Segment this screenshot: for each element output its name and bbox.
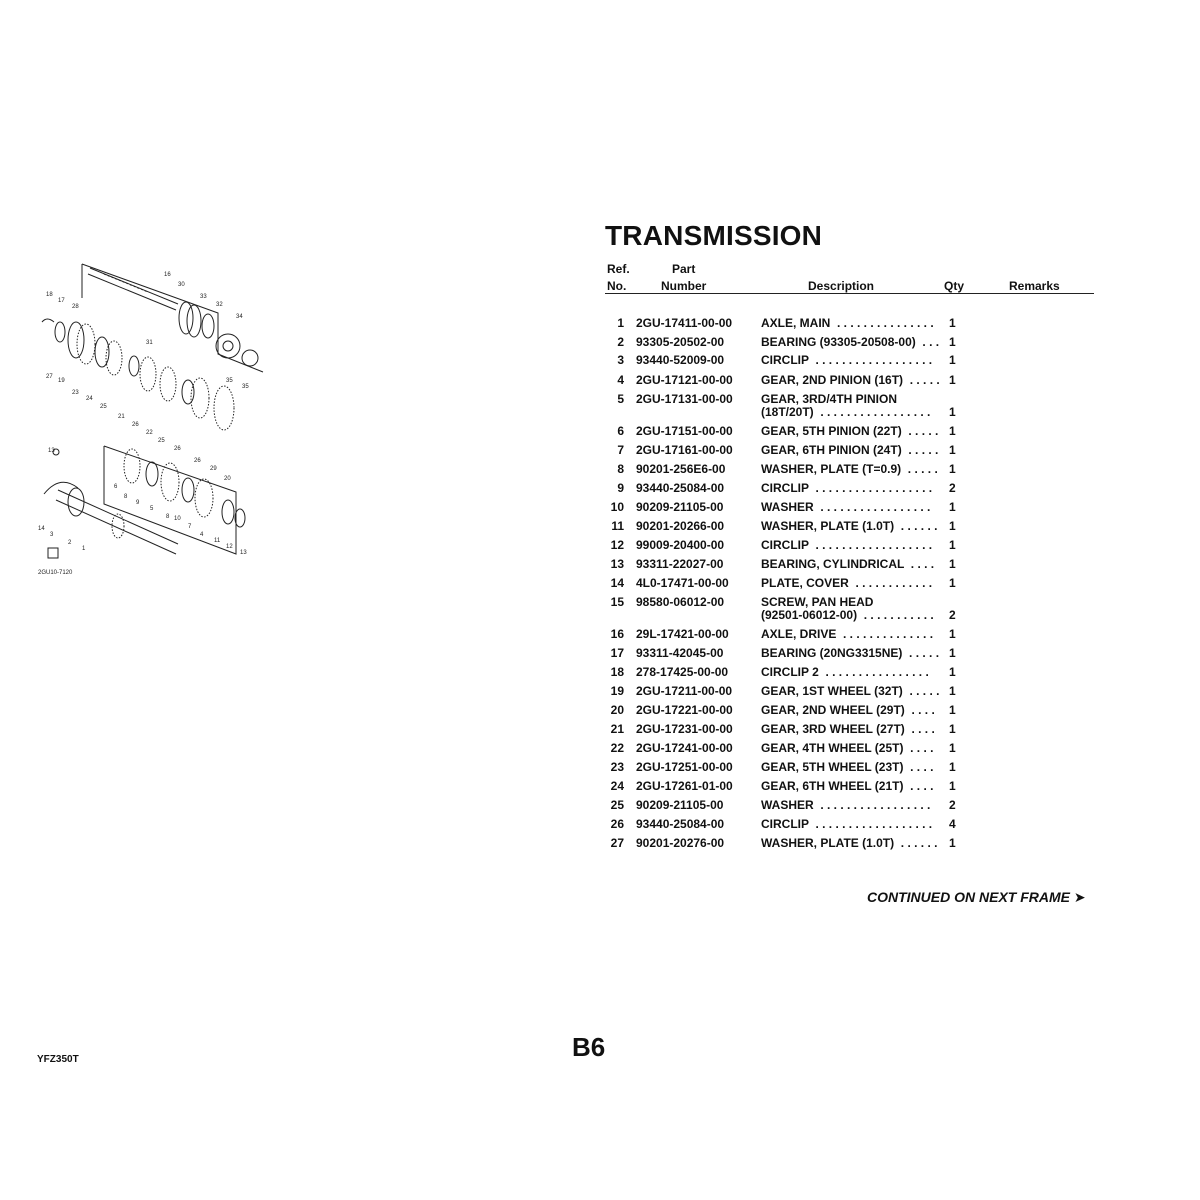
ref-number: 16 [610,627,624,641]
svg-text:8: 8 [166,514,170,520]
table-row [0,684,1200,703]
page-title: TRANSMISSION [605,220,823,251]
header-ref-line1: Ref. [607,262,630,276]
part-number: 90201-20266-00 [636,519,725,533]
quantity: 1 [949,316,956,330]
part-number: 2GU-17411-00-00 [636,316,733,330]
svg-text:25: 25 [158,438,165,444]
svg-text:20: 20 [224,476,231,482]
description: GEAR, 1ST WHEEL (32T) . . . . . [761,684,940,698]
quantity: 1 [949,836,956,850]
part-number: 2GU-17221-00-00 [636,703,733,717]
quantity: 2 [949,481,956,495]
ref-number: 6 [617,424,624,438]
description: GEAR, 3RD WHEEL (27T) . . . . [761,722,935,736]
description: CIRCLIP . . . . . . . . . . . . . . . . . . [761,817,933,831]
quantity: 1 [949,741,956,755]
svg-text:4: 4 [200,532,204,538]
quantity: 2 [949,608,956,622]
description: WASHER, PLATE (1.0T) . . . . . . [761,519,938,533]
model-code: YFZ350T [37,1054,79,1065]
svg-text:9: 9 [136,500,140,506]
part-number: 90201-20276-00 [636,836,725,850]
svg-text:35: 35 [242,384,249,390]
svg-text:34: 34 [236,314,243,320]
description: CIRCLIP 2 . . . . . . . . . . . . . . . . [761,665,929,679]
description: SCREW, PAN HEAD [761,595,874,609]
table-row [0,722,1200,741]
table-row [0,741,1200,760]
description: AXLE, DRIVE . . . . . . . . . . . . . . [761,627,934,641]
svg-text:17: 17 [58,298,65,304]
part-number: 93440-25084-00 [636,817,725,831]
quantity: 1 [949,703,956,717]
description: CIRCLIP . . . . . . . . . . . . . . . . . . [761,353,933,367]
table-row [0,500,1200,519]
table-row [0,316,1200,335]
ref-number: 3 [617,353,624,367]
svg-text:18: 18 [46,292,53,298]
description: GEAR, 2ND WHEEL (29T) . . . . [761,703,935,717]
quantity: 1 [949,538,956,552]
part-number: 2GU-17261-01-00 [636,779,733,793]
ref-number: 13 [610,557,624,571]
ref-number: 27 [610,836,624,850]
part-number: 278-17425-00-00 [636,665,729,679]
diagram-code: 2GU10-7120 [38,570,73,576]
svg-text:27: 27 [46,374,53,380]
svg-text:11: 11 [214,538,221,544]
svg-text:3: 3 [50,532,54,538]
header-part-line2: Number [661,279,707,293]
table-row [0,595,1200,627]
ref-number: 25 [610,798,624,812]
part-number: 2GU-17231-00-00 [636,722,733,736]
table-row [0,392,1200,424]
quantity: 1 [949,353,956,367]
quantity: 1 [949,500,956,514]
ref-number: 11 [611,519,624,533]
svg-text:22: 22 [146,430,153,436]
quantity: 1 [949,760,956,774]
ref-number: 21 [610,722,624,736]
ref-number: 23 [610,760,624,774]
svg-text:7: 7 [188,524,192,530]
header-qty: Qty [944,279,965,293]
part-number: 90201-256E6-00 [636,462,726,476]
svg-text:32: 32 [216,302,223,308]
table-row [0,836,1200,855]
table-row [0,627,1200,646]
ref-number: 22 [610,741,624,755]
quantity: 1 [949,646,956,660]
part-number: 2GU-17161-00-00 [636,443,733,457]
part-number: 2GU-17121-00-00 [636,373,733,387]
part-number: 90209-21105-00 [636,798,724,812]
ref-number: 5 [617,392,624,406]
svg-text:21: 21 [118,414,125,420]
svg-text:23: 23 [72,390,79,396]
quantity: 1 [949,462,956,476]
part-number: 2GU-17131-00-00 [636,392,733,406]
svg-text:33: 33 [200,294,207,300]
svg-text:14: 14 [38,526,45,532]
ref-number: 26 [610,817,624,831]
table-row [0,798,1200,817]
header-description: Description [808,279,875,293]
table-row [0,373,1200,392]
table-row [0,353,1200,372]
ref-number: 12 [610,538,624,552]
part-number: 93440-25084-00 [636,481,725,495]
ref-number: 7 [617,443,624,457]
quantity: 1 [949,405,956,419]
part-number: 93305-20502-00 [636,335,725,349]
svg-text:35: 35 [226,378,233,384]
ref-number: 18 [610,665,624,679]
table-row [0,443,1200,462]
quantity: 1 [949,576,956,590]
description-continued: (92501-06012-00) . . . . . . . . . . . [761,608,934,622]
table-row [0,519,1200,538]
ref-number: 4 [617,373,624,387]
svg-text:19: 19 [58,378,65,384]
description: WASHER, PLATE (1.0T) . . . . . . [761,836,938,850]
ref-number: 14 [610,576,624,590]
part-number: 93440-52009-00 [636,353,725,367]
quantity: 1 [949,684,956,698]
svg-text:12: 12 [226,544,233,550]
table-row [0,424,1200,443]
description: GEAR, 3RD/4TH PINION [761,392,898,406]
svg-text:24: 24 [86,396,93,402]
part-number: 2GU-17211-00-00 [636,684,733,698]
svg-text:16: 16 [164,272,171,278]
description: GEAR, 6TH WHEEL (21T) . . . . [761,779,934,793]
part-number: 99009-20400-00 [636,538,725,552]
description: AXLE, MAIN . . . . . . . . . . . . . . . [761,316,934,330]
table-row [0,538,1200,557]
svg-text:30: 30 [178,282,185,288]
description: WASHER . . . . . . . . . . . . . . . . . [761,798,931,812]
quantity: 1 [949,335,956,349]
table-row [0,481,1200,500]
svg-text:26: 26 [132,422,139,428]
ref-number: 2 [617,335,624,349]
page-id: B6 [572,1032,606,1062]
part-number: 2GU-17151-00-00 [636,424,733,438]
svg-text:6: 6 [114,484,118,490]
svg-text:29: 29 [210,466,217,472]
svg-text:10: 10 [174,516,181,522]
description: WASHER, PLATE (T=0.9) . . . . . [761,462,938,476]
ref-number: 10 [610,500,624,514]
table-row [0,779,1200,798]
ref-number: 19 [610,684,624,698]
part-number: 4L0-17471-00-00 [636,576,729,590]
svg-text:2: 2 [68,540,72,546]
ref-number: 8 [617,462,624,476]
ref-number: 1 [617,316,624,330]
part-number: 93311-42045-00 [636,646,724,660]
part-number: 2GU-17241-00-00 [636,741,733,755]
svg-text:25: 25 [100,404,107,410]
quantity: 1 [949,722,956,736]
header-ref-line2: No. [607,279,627,293]
table-row [0,462,1200,481]
description: PLATE, COVER . . . . . . . . . . . . [761,576,933,590]
svg-text:31: 31 [146,340,153,346]
svg-text:1: 1 [82,546,86,552]
ref-number: 20 [610,703,624,717]
header-part-line1: Part [672,262,696,276]
ref-number: 17 [610,646,624,660]
description: BEARING (93305-20508-00) . . . [761,335,940,349]
table-row [0,760,1200,779]
continued-note: CONTINUED ON NEXT FRAME ➤ [867,889,1086,905]
description: BEARING (20NG3315NE) . . . . . [761,646,940,660]
table-row [0,665,1200,684]
quantity: 1 [949,424,956,438]
description: CIRCLIP . . . . . . . . . . . . . . . . . . [761,538,933,552]
description: GEAR, 2ND PINION (16T) . . . . . [761,373,940,387]
description: BEARING, CYLINDRICAL . . . . [761,557,935,571]
table-row [0,703,1200,722]
svg-text:28: 28 [72,304,79,310]
ref-number: 9 [617,481,624,495]
quantity: 1 [949,665,956,679]
svg-text:13: 13 [48,448,55,454]
description-continued: (18T/20T) . . . . . . . . . . . . . . . . . [761,405,931,419]
description: GEAR, 6TH PINION (24T) . . . . . [761,443,939,457]
part-number: 90209-21105-00 [636,500,724,514]
svg-text:8: 8 [124,494,128,500]
ref-number: 15 [610,595,624,609]
quantity: 1 [949,373,956,387]
svg-text:26: 26 [194,458,201,464]
header-divider [605,293,1094,294]
description: GEAR, 5TH PINION (22T) . . . . . [761,424,939,438]
description: GEAR, 4TH WHEEL (25T) . . . . [761,741,934,755]
description: WASHER . . . . . . . . . . . . . . . . . [761,500,931,514]
svg-text:5: 5 [150,506,154,512]
quantity: 1 [949,443,956,457]
svg-text:26: 26 [174,446,181,452]
part-number: 29L-17421-00-00 [636,627,729,641]
table-row [0,335,1200,354]
table-row [0,817,1200,836]
part-number: 98580-06012-00 [636,595,725,609]
table-row [0,557,1200,576]
svg-text:13: 13 [240,550,247,556]
table-row [0,576,1200,595]
quantity: 2 [949,798,956,812]
quantity: 4 [949,817,956,831]
quantity: 1 [949,779,956,793]
quantity: 1 [949,627,956,641]
part-number: 93311-22027-00 [636,557,724,571]
ref-number: 24 [610,779,624,793]
part-number: 2GU-17251-00-00 [636,760,733,774]
quantity: 1 [949,557,956,571]
quantity: 1 [949,519,956,533]
description: GEAR, 5TH WHEEL (23T) . . . . [761,760,934,774]
header-remarks: Remarks [1009,279,1060,293]
description: CIRCLIP . . . . . . . . . . . . . . . . . . [761,481,933,495]
table-row [0,646,1200,665]
